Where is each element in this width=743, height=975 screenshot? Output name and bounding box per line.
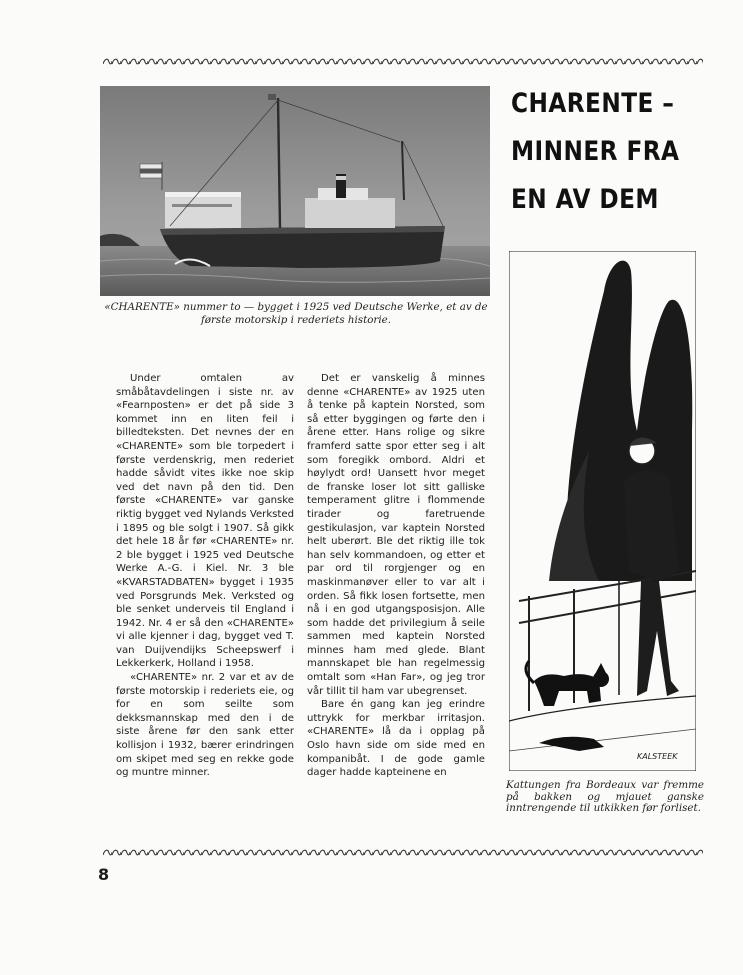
paragraph: Det er vanskelig å minnes denne «CHARENTE» av 1925 uten å tenke på kaptein Norsted, som så etter byggingen og førte den i årene etter. Hans rolige og sikre framferd satte spor etter seg i alt som foregikk ombord. Aldri et høylydt ord! Uansett hvor meget de franske loser lot sitt galliske temperament glitre i flommende tirader og faretruende gestikulasjon, var kaptein Norsted helt uberørt. Ble det riktig ille tok han selv kommandoen, og etter et par ord til rorgjenger og en maskinmanøver eller to var alt i orden. Så fikk losen fortsette, men nå i en god utgangsposisjon. Alle som hadde det privilegium å seile sammen med kaptein Norsted minnes ham med glede. Blant mannskapet ble han regelmessig omtalt som «Han Far», og jeg tror vår tillit til ham var ubegrenset.	[307, 373, 485, 697]
illustration-signature: KALSTEEK	[637, 752, 678, 761]
article-column-left	[116, 372, 294, 780]
bottom-decorative-border	[103, 848, 703, 858]
ship-photo	[100, 86, 490, 296]
paragraph: «CHARENTE» nr. 2 var et av de første motorskip i rederiets eie, og for en som seilte som dekksmannskap med den i de siste årene før den sank etter kollisjon i 1932, bærer erindringen om skipet med seg en rekke gode og muntre minner.	[116, 672, 294, 779]
paragraph: Under omtalen av småbåtavdelingen i siste nr. av «Fearnposten» er det på side 3 kommet inn en liten feil i billedteksten. Det nevnes der en «CHARENTE» som ble torpedert i første verdenskrig, men rederiet hadde såvidt vites ikke noe skip ved det navn på den tid. Den første «CHARENTE» var ganske riktig bygget ved Nylands Verksted i 1895 og ble solgt i 1907. Så gikk det hele 18 år før «CHARENTE» nr. 2 ble bygget i 1925 ved Deutsche Werke A.-G. i Kiel. Nr. 3 ble «KVARSTADBATEN» bygget i 1935 ved Porsgrunds Mek. Verksted og ble senket underveis til England i 1942. Nr. 4 er så den «CHARENTE» vi alle kjenner i dag, bygget ved T. van Duijvendijks Scheepswerf i Lekkerkerk, Holland i 1958.	[116, 373, 294, 670]
article-headline	[511, 80, 696, 224]
headline-line: MINNER FRA	[511, 136, 680, 167]
sailor-cat-illustration	[509, 251, 696, 771]
page-number: 8	[98, 865, 110, 884]
headline-line: EN AV DEM	[511, 184, 659, 215]
top-decorative-border	[103, 57, 703, 67]
illustration-caption: Kattungen fra Bordeaux var fremme på bakken og mjauet ganske inntrengende til utkikken før forliset.	[506, 779, 704, 815]
paragraph: Bare én gang kan jeg erindre uttrykk for merkbar irritasjon. «CHARENTE» lå da i opplag på Oslo havn side om side med en kompanibåt. I de gode gamle dager hadde kapteinene en	[307, 699, 485, 779]
headline-line: CHARENTE –	[511, 88, 675, 119]
article-column-middle	[307, 372, 485, 780]
photo-caption: «CHARENTE» nummer to — bygget i 1925 ved Deutsche Werke, et av de første motorskip i rederiets historie.	[104, 301, 488, 326]
